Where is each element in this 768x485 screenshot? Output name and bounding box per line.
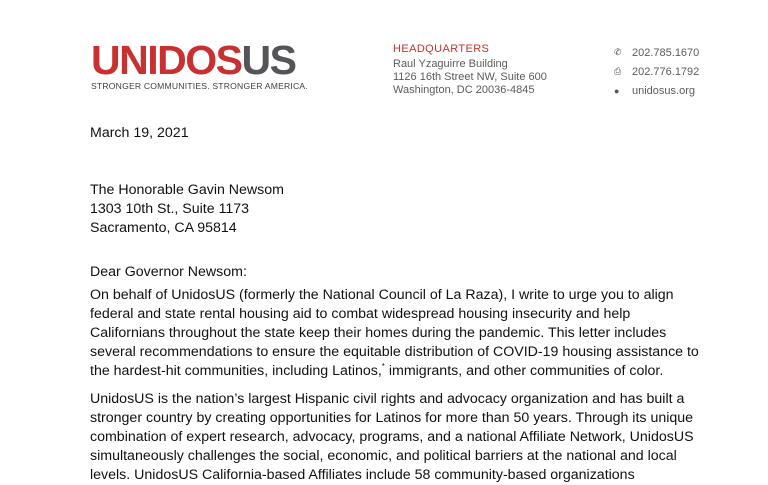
- contact-fax: [614, 62, 699, 81]
- paragraph-about: UnidosUS is the nation’s largest Hispanic civil rights and advocacy organization and has built a stronger country by creating opportunities for Latinos for more than 50 years. Through its unique combination of expert research, advocacy, programs, and a national Affiliate Network, UnidosUS simultaneously challenges the social, economic, and political barriers at the national and local levels. UnidosUS California-based Affiliates include 58 community-based organizations: [90, 391, 694, 483]
- unidosus-logo: [91, 37, 308, 91]
- logo-wordmark: UNIDOSUS: [91, 37, 296, 83]
- contact-info: [614, 43, 699, 100]
- phone-number: 202.785.1670: [632, 46, 700, 59]
- logo-tagline: STRONGER COMMUNITIES. STRONGER AMERICA.: [91, 81, 308, 91]
- hq-line-street: 1126 16th Street NW, Suite 600: [393, 71, 547, 83]
- website-link[interactable]: unidosus.org: [632, 84, 695, 97]
- fax-icon: ⎙: [614, 66, 622, 76]
- headquarters-address: [393, 43, 547, 97]
- globe-icon: ●: [614, 85, 620, 96]
- recipient-street: 1303 10th St., Suite 1173: [90, 201, 250, 217]
- letter-body: [90, 124, 705, 485]
- contact-website: [614, 81, 699, 100]
- contact-phone: [614, 43, 699, 62]
- hq-line-city: Washington, DC 20036-4845: [393, 84, 535, 96]
- paragraph-intro: On behalf of UnidosUS (formerly the National Council of La Raza), I write to urge you to align federal and state rental housing aid to combat widespread housing insecurity and help Californians throughout the state keep their homes during the pandemic. This letter includes several recommendations to ensure the equitable distribution of COVID-19 housing assistance to the hardest-hit communities, including Latinos,* immigrants, and other communities of color.: [90, 287, 699, 379]
- recipient-name: The Honorable Gavin Newsom: [90, 182, 284, 198]
- fax-number: 202.776.1792: [632, 65, 700, 78]
- phone-icon: ✆: [614, 47, 622, 57]
- recipient-address: [90, 181, 705, 238]
- recipient-city: Sacramento, CA 95814: [90, 220, 237, 236]
- hq-line-building: Raul Yzaguirre Building: [393, 58, 508, 70]
- letter-date: March 19, 2021: [90, 125, 189, 141]
- headquarters-title: HEADQUARTERS: [393, 43, 490, 55]
- salutation: Dear Governor Newsom:: [90, 264, 247, 280]
- footnote-marker: *: [381, 362, 385, 371]
